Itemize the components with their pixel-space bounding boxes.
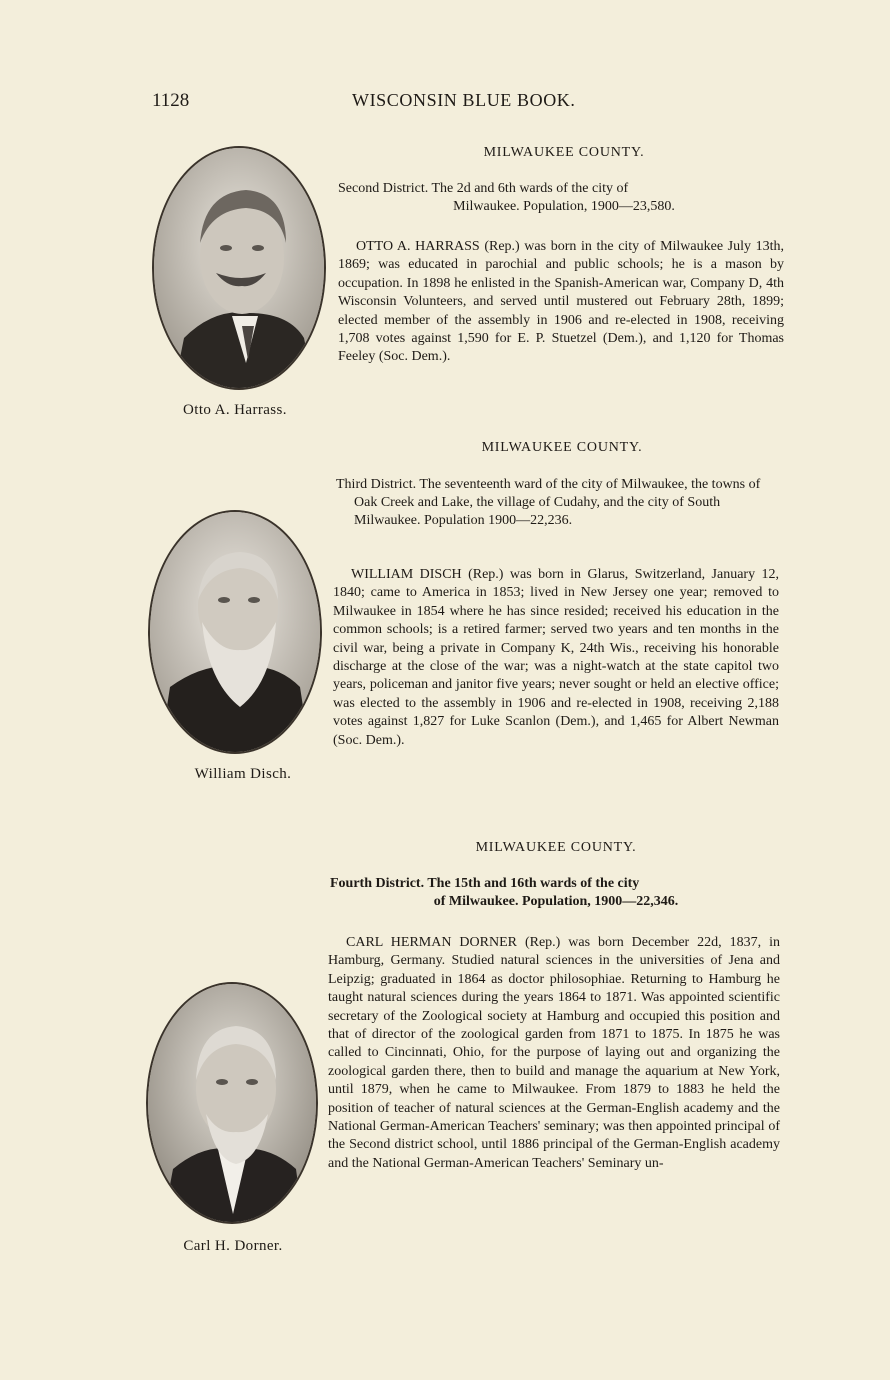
page-header	[152, 90, 792, 114]
district-line: Second District. The 2d and 6th wards of the city of	[338, 181, 629, 196]
district-description	[330, 875, 782, 911]
biography-carl-dorner: CARL HERMAN DORNER (Rep.) was born December 22d, 1837, in Hamburg, Germany. Studied natural sciences in the universities of Jena and Leipzig; graduated in 1864 as doctor philosophiae. Returning to Hamburg he taught natural sciences during the years 1864 to 1871. Was appointed scientific secretary of the Zoological society at Hamburg and occupied this position and that of director of the zoological garden from 1871 to 1875. In 1875 he was called to Cincinnati, Ohio, for the purpose of laying out and organizing the zoological garden there, then to build and manage the aquarium at New York, until 1879, when he came to Milwaukee. From 1879 to 1883 he held the position of teacher of natural sciences at the German-English academy and the National German-American Teachers' seminary; was then appointed principal of the Second district school, until 1886 principal of the German-English academy and the National German-American Teachers' Seminary un-	[328, 935, 780, 1171]
county-heading: MILWAUKEE COUNTY.	[481, 440, 643, 455]
biography-william-disch: WILLIAM DISCH (Rep.) was born in Glarus, Switzerland, January 12, 1840; came to America in 1853; lived in New Jersey one year; removed to Milwaukee in 1854 where he has since resided; received his education in the common schools; is a retired farmer; served two years and ten months in the civil war, being a private in Company K, 24th Wis., receiving his honorable discharge at the close of the war; was a night-watch at the state capitol two years, policeman and janitor five years; never sought or held an elective office; was elected to the assembly in 1906 and re-elected in 1908, receiving 2,188 votes against 1,827 for Luke Scanlon (Dem.), and 1,465 for Albert Newman (Soc. Dem.).	[333, 567, 779, 748]
running-head: WISCONSIN BLUE BOOK.	[352, 90, 576, 110]
district-line: Milwaukee. Population, 1900—23,580.	[453, 199, 675, 214]
portrait-william-disch	[148, 510, 322, 754]
portrait-carl-dorner	[146, 982, 318, 1224]
biography-otto-harrass: OTTO A. HARRASS (Rep.) was born in the city of Milwaukee July 13th, 1869; was educated in parochial and public schools; he is a mason by occupation. In 1898 he enlisted in the Spanish-American war, Company D, 4th Wisconsin Volunteers, and served until mustered out February 28th, 1899; elected member of the assembly in 1906 and re-elected in 1908, receiving 1,708 votes against 1,590 for E. P. Stuetzel (Dem.), and 1,120 for Thomas Feeley (Soc. Dem.).	[338, 239, 784, 365]
county-heading: MILWAUKEE COUNTY.	[483, 145, 645, 160]
caption-carl-dorner: Carl H. Dorner.	[183, 1238, 283, 1254]
caption-william-disch: William Disch.	[194, 766, 292, 782]
district-description	[338, 180, 790, 216]
district-description: Third District. The seventeenth ward of the city of Milwaukee, the towns of Oak Creek and Lake, the village of Cudahy, and the city of South Milwaukee. Population 1900—22,236.	[336, 477, 761, 528]
page-number: 1128	[152, 90, 190, 111]
county-heading: MILWAUKEE COUNTY.	[475, 840, 637, 855]
district-line: Fourth District. The 15th and 16th wards of the city	[330, 876, 640, 891]
portrait-otto-harrass	[152, 146, 326, 390]
caption-otto-harrass: Otto A. Harrass.	[183, 402, 287, 418]
district-line: of Milwaukee. Population, 1900—22,346.	[433, 894, 679, 909]
